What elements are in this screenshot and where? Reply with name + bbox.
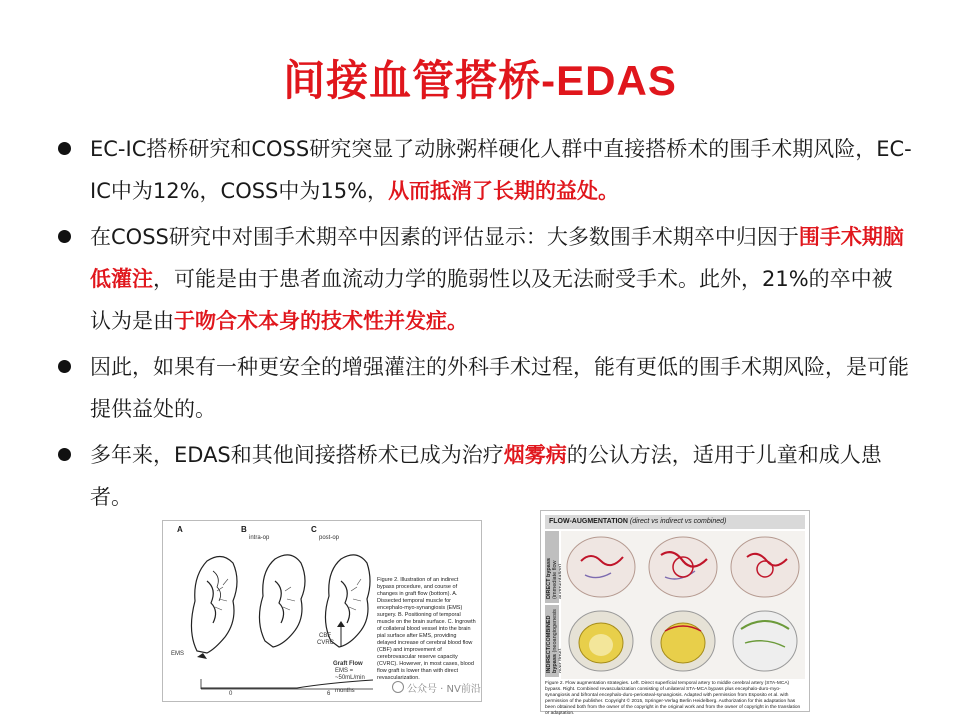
bullet-highlight: 围手术期脑低灌注 — [90, 225, 904, 291]
cbf-label: CBF — [319, 633, 331, 639]
bullet-item-4 — [52, 434, 912, 518]
row1-sidebar — [545, 531, 559, 603]
bullet-item-1 — [52, 128, 912, 212]
ems-label: EMS — [171, 651, 185, 657]
bullet-text-after: 的公认方法，适用于儿童和成人患者。 — [90, 443, 882, 509]
figure-right-caption: Figure 2. Flow augmentation strategies. Left. Direct superficial temporal artery to middle cerebral artery (STA-MCA) bypass. Right. Combined revascularization consisting of unilateral STA-MCA bypass plus encephalo-duro-myo-synangiosis and bifrontal encephalo-duro-periosteal-synangiosis. Adapted with permission from Esposito et al. with permission of the publisher. Copyright © 2015, Springer-Verlag Berlin Heidelberg. Authorization for this adaptation has been obtained both from the owner of the copyright in the original work and from the owner of copyright in the translation or adaptation. — [545, 681, 801, 716]
ghost-watermark — [246, 505, 256, 531]
panel-c-sublabel: post-op — [319, 535, 340, 541]
slide-title — [0, 48, 960, 108]
figure-flow-augmentation — [540, 510, 810, 716]
bullet-dot-icon — [58, 360, 71, 373]
header-title: FLOW-AUGMENTATION — [549, 518, 628, 525]
bullet-list — [52, 128, 912, 522]
graft-flow-label: Graft Flow — [333, 661, 363, 667]
figure-right-header — [545, 515, 805, 529]
cvrc-label: CVRC — [317, 640, 335, 646]
header-subtitle: (direct vs indirect vs combined) — [629, 518, 727, 525]
panel-b-sublabel: intra-op — [249, 535, 270, 541]
row2-label: INDIRECT/COMBINED bypass (neoangiogenesis — [546, 609, 558, 673]
panel-a-label: A — [177, 525, 183, 534]
bullet-text: EC-IC搭桥研究和COSS研究突显了动脉粥样硬化人群中直接搭桥术的围手术期风险，EC-IC中为12%，COSS中为15%， — [90, 137, 912, 203]
axis-tick-0: 0 — [229, 691, 233, 697]
title-latin: -EDAS — [541, 57, 677, 104]
row2-sidebar — [545, 605, 559, 677]
watermark — [392, 680, 481, 695]
bullet-text: 在COSS研究中对围手术期卒中因素的评估显示：大多数围手术期卒中归因于 — [90, 225, 799, 249]
bullet-highlight: 从而抵消了长期的益处。 — [388, 179, 620, 203]
bullet-text: 因此，如果有一种更安全的增强灌注的外科手术过程，能有更低的围手术期风险，是可能提供益处的。 — [90, 355, 909, 421]
months-label: months — [335, 688, 355, 694]
bypass-illustrations — [561, 531, 805, 679]
panel-c-label: C — [311, 525, 317, 534]
bullet-item-3 — [52, 346, 912, 430]
bullet-item-2 — [52, 216, 912, 342]
figure-left-caption: Figure 2. Illustration of an indirect bypass procedure, and course of changes in graft flow (bottom). A. Dissected temporal muscle for encephalo-myo-synangiosis (EMS) surgery. B. Positioning of temporal muscle on the brain surface. C. Ingrowth of collateral blood vessel into the brain pial surface after EMS, providing delayed increase of cerebral blood flow (CBF) and improvement of cerebrovascular reserve capacity (CVRC). However, in most cases, blood flow graft is lower than with direct revascularization. — [377, 577, 476, 681]
bullet-dot-icon — [58, 448, 71, 461]
row1-label: DIRECT bypass (immediate flow — [546, 558, 558, 599]
bullet-text: 多年来，EDAS和其他间接搭桥术已成为治疗 — [90, 443, 504, 467]
title-chinese: 间接血管搭桥 — [283, 56, 542, 105]
bullet-highlight-2: 于吻合术本身的技术性并发症。 — [174, 309, 468, 333]
bullet-highlight: 烟雾病 — [503, 443, 567, 467]
graft-flow-ems: EMS = — [335, 668, 354, 674]
bullet-dot-icon — [58, 230, 71, 243]
wechat-icon — [392, 681, 404, 693]
graft-flow-value: ~50mL/min — [335, 675, 365, 681]
watermark-text: 公众号 · NV前沿 — [407, 684, 481, 695]
figure-indirect-bypass — [162, 520, 482, 702]
panel-b-label: B — [241, 525, 247, 534]
arrow-up-icon — [335, 619, 347, 649]
bullet-dot-icon — [58, 142, 71, 155]
bullet-text-after: ，可能是由于患者血流动力学的脆弱性以及无法耐受手术。此外，21%的卒中被认为是由 — [90, 267, 893, 333]
axis-tick-6: 6 — [327, 691, 331, 697]
